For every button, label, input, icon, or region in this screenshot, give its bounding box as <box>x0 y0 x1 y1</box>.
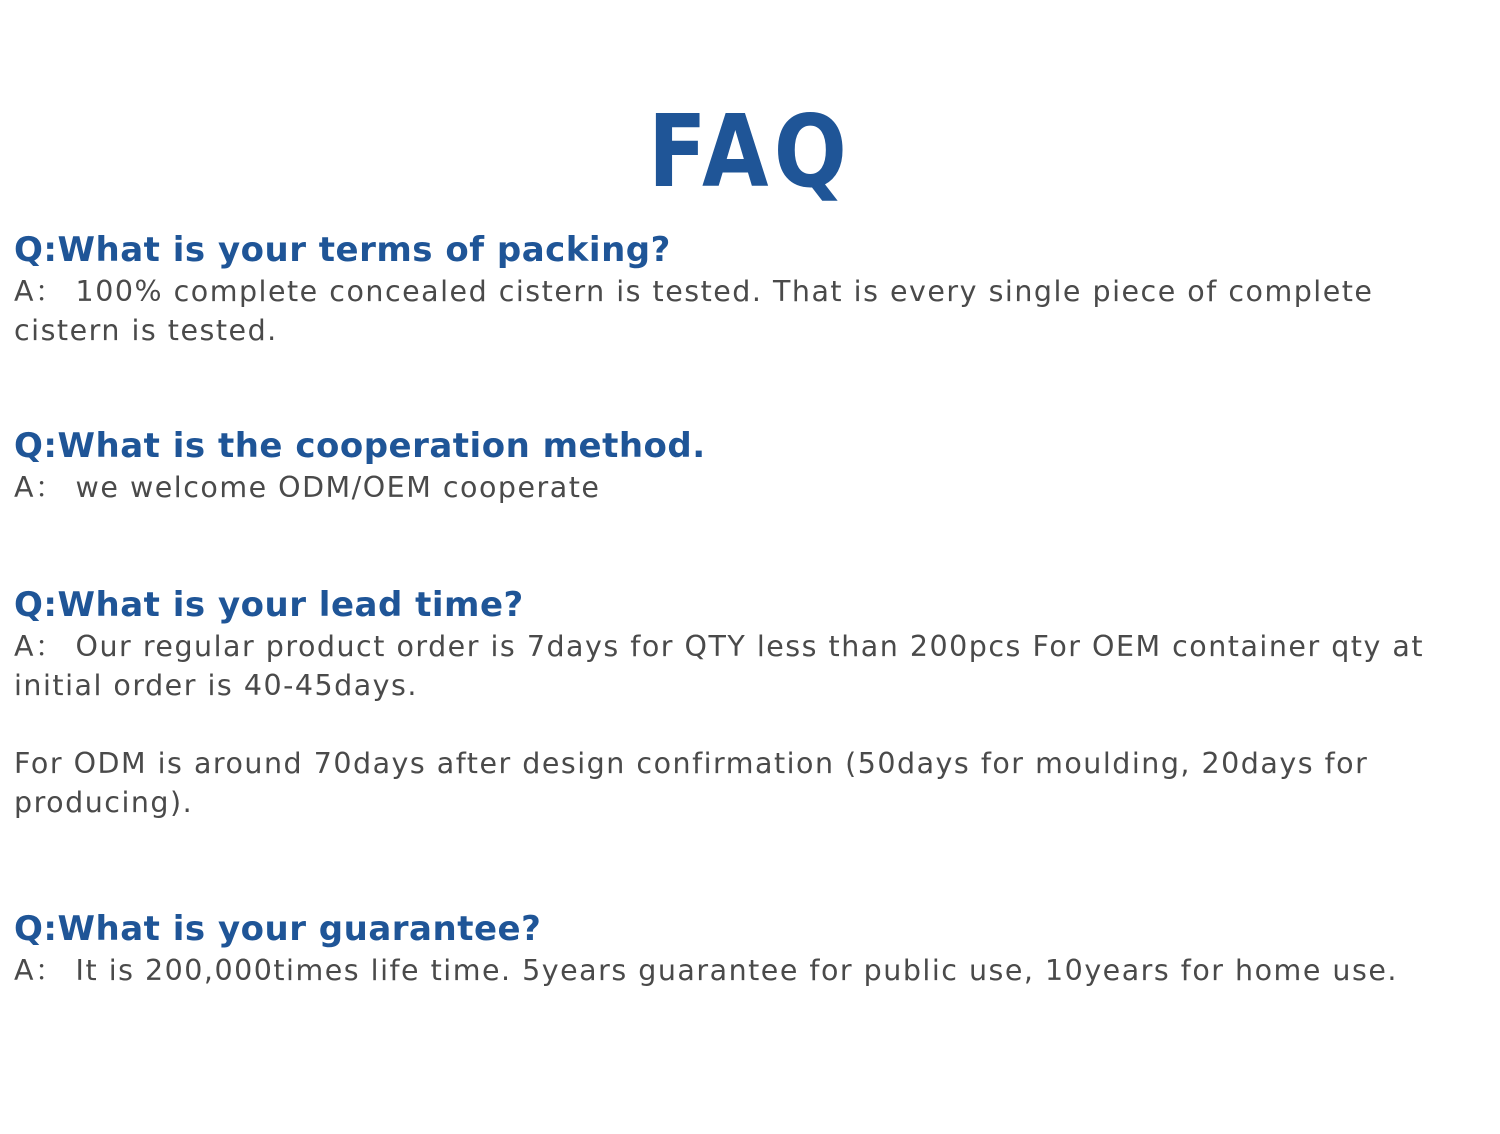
faq-question: Q:What is your guarantee? <box>14 909 542 949</box>
faq-answer: A： Our regular product order is 7days for QTY less than 200pcs For OEM container qty at initial order is 40-45days. <box>14 630 1425 702</box>
faq-answer: A： we welcome ODM/OEM cooperate <box>14 471 601 504</box>
faq-item-cooperation <box>14 426 1484 507</box>
faq-answer: A： It is 200,000times life time. 5years guarantee for public use, 10years for home use. <box>14 954 1398 987</box>
faq-question: Q:What is your terms of packing? <box>14 230 671 270</box>
faq-question: Q:What is the cooperation method. <box>14 426 706 466</box>
faq-question: Q:What is your lead time? <box>14 585 524 625</box>
faq-item-lead-time <box>14 585 1484 822</box>
faq-item-packing <box>14 230 1484 350</box>
page-title: FAQ <box>647 93 853 210</box>
faq-item-guarantee <box>14 909 1484 990</box>
faq-answer-extra: For ODM is around 70days after design confirmation (50days for moulding, 20days for producing). <box>14 747 1369 819</box>
faq-answer: A： 100% complete concealed cistern is tested. That is every single piece of complete cistern is tested. <box>14 275 1374 347</box>
